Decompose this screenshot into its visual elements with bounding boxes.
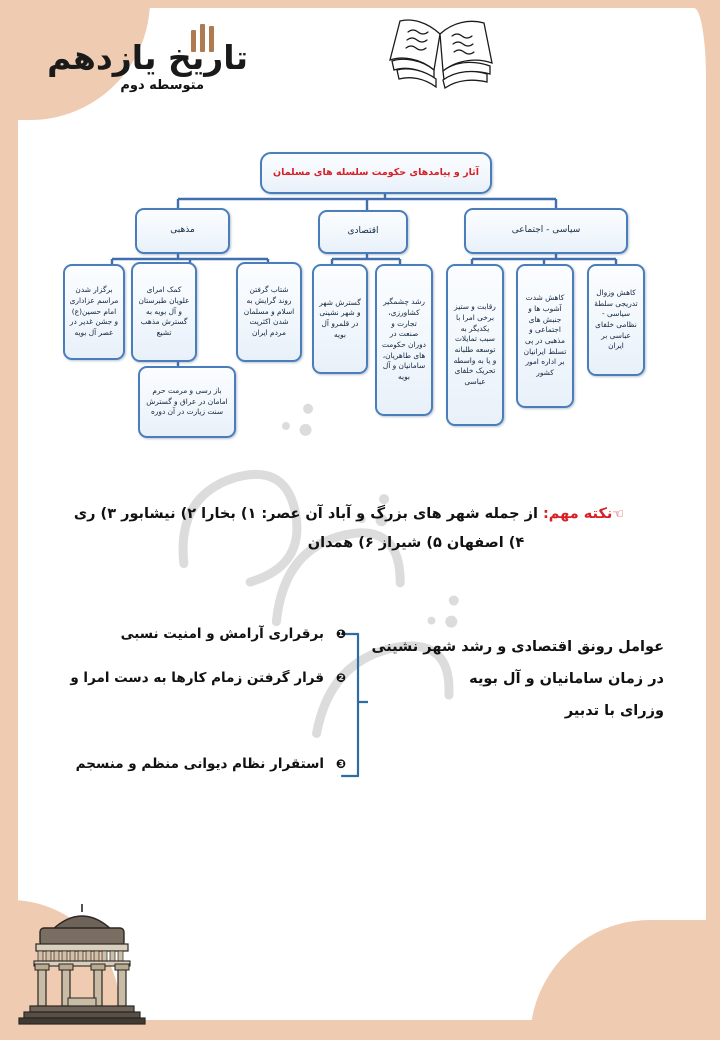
open-book-icon bbox=[380, 8, 500, 103]
diagram-leaf-8[interactable] bbox=[516, 264, 574, 408]
diagram-leaf-7[interactable] bbox=[446, 264, 504, 426]
note-line-2-text: ۴) اصفهان ۵) شیراز ۶) همدان bbox=[307, 535, 525, 551]
factors-bracket-section bbox=[0, 626, 720, 790]
page-header bbox=[0, 0, 720, 130]
bracket-item-2[interactable] bbox=[48, 670, 348, 686]
diagram-leaf-7-label: رقابت و ستیز برخی امرا با یکدیگر به سبب تمایلات توسعه طلبانه و یا به واسطه تحریک خلفای عباسی bbox=[453, 302, 497, 387]
note-line-1-text: از جمله شهر های بزرگ و آباد آن عصر: ۱) بخارا ۲) نیشابور ۳) ری bbox=[73, 506, 543, 522]
bracket-item-1-label: برقراری آرامش و امنیت نسبی bbox=[120, 626, 324, 642]
diagram-category-religious-label: مذهبی bbox=[170, 225, 195, 236]
diagram-category-political-social-label: سیاسی - اجتماعی bbox=[511, 225, 581, 236]
diagram-leaf-3[interactable] bbox=[236, 262, 302, 362]
bracket-item-3-label: استقرار نظام دیوانی منظم و منسجم bbox=[75, 756, 324, 772]
bracket-item-2-number: ❷ bbox=[335, 671, 347, 685]
diagram-category-economic[interactable] bbox=[318, 210, 408, 254]
note-label: نکته مهم: bbox=[542, 506, 613, 522]
diagram-leaf-3-label: شتاب گرفتن روند گرایش به اسلام و مسلمان شدن اکثریت مردم ایران bbox=[243, 285, 295, 338]
diagram-root-node[interactable] bbox=[260, 152, 492, 194]
bracket-title-line-3: وزرای با تدبیر bbox=[564, 702, 664, 719]
important-note-line-1 bbox=[0, 500, 720, 529]
note-pointer-icon: ☜ bbox=[612, 507, 624, 522]
notes-section bbox=[0, 500, 720, 558]
diagram-leaf-4-label: باز رسی و مرمت حرم امامان در عراق و گسترش سنت زیارت در آن دوره bbox=[146, 385, 228, 417]
diagram-category-political-social[interactable] bbox=[464, 208, 628, 254]
bracket-item-2-label: قرار گرفتن زمام کارها به دست امرا و bbox=[70, 670, 324, 686]
bracket-item-3[interactable] bbox=[48, 756, 348, 772]
bracket-title-line-2: در زمان سامانیان و آل بویه bbox=[469, 670, 664, 687]
bracket-item-1[interactable] bbox=[48, 626, 348, 642]
diagram-leaf-1-label: برگزار شدن مراسم عزاداری امام حسین(ع) و جشن غدیر در عصر آل بویه bbox=[69, 285, 119, 338]
diagram-leaf-8-label: کاهش شدت آشوب ها و جنبش های اجتماعی و مذهبی در پی تسلط ایرانیان بر اداره امور کشور bbox=[523, 293, 567, 378]
diagram-category-religious[interactable] bbox=[135, 208, 230, 254]
diagram-leaf-9-label: کاهش وزوال تدریجی سلطهٔ سیاسی - نظامی خلفای عباسی بر ایران bbox=[594, 287, 638, 351]
diagram-leaf-5[interactable] bbox=[312, 264, 368, 374]
diagram-leaf-4[interactable] bbox=[138, 366, 236, 438]
diagram-leaf-2[interactable] bbox=[131, 262, 197, 362]
page-title: تاریخ یازدهم bbox=[47, 38, 248, 77]
bracket-title-line-1: عوامل رونق اقتصادی و رشد شهر نشینی bbox=[371, 639, 664, 655]
diagram-leaf-9[interactable] bbox=[587, 264, 645, 376]
bracket-item-1-number: ❶ bbox=[335, 627, 347, 641]
persian-pavilion-icon bbox=[12, 898, 152, 1028]
diagram-leaf-2-label: کمک امرای علویان طبرستان و آل بویه به گسترش مذهب تشیع bbox=[138, 285, 190, 338]
diagram-category-economic-label: اقتصادی bbox=[347, 226, 379, 237]
diagram-leaf-6-label: رشد چشمگیر کشاورزی، تجارت و صنعت در دوران حکومت های طاهریان، سامانیان و آل بویه bbox=[382, 297, 426, 382]
diagram-leaf-5-label: گسترش شهر و شهر نشینی در قلمرو آل بویه bbox=[319, 297, 361, 339]
bracket-item-3-number: ❸ bbox=[335, 757, 347, 771]
diagram-root-label: آثار و پیامدهای حکومت سلسله های مسلمان bbox=[273, 167, 479, 179]
diagram-leaf-1[interactable] bbox=[63, 264, 125, 360]
page-subtitle: متوسطه دوم bbox=[120, 78, 204, 93]
diagram-leaf-6[interactable] bbox=[375, 264, 433, 416]
bracket-title bbox=[324, 632, 664, 728]
important-note-line-2 bbox=[0, 529, 720, 558]
